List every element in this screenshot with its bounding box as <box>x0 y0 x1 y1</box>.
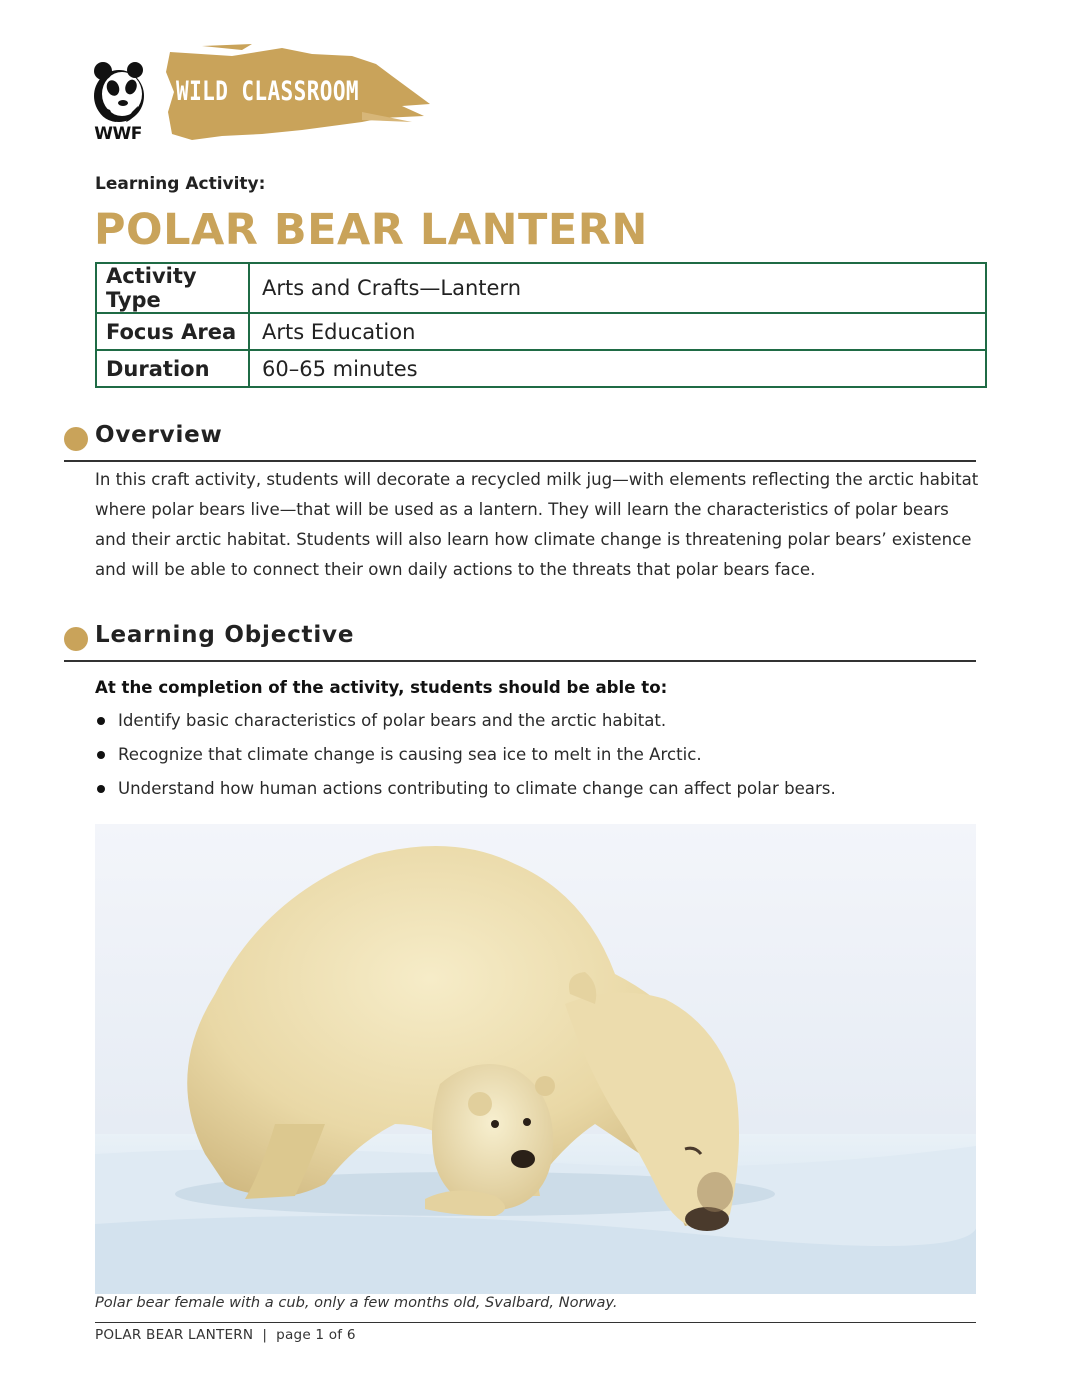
bullet-icon <box>97 717 105 725</box>
wild-classroom-banner <box>162 42 432 142</box>
activity-info-table <box>95 262 987 388</box>
brand-title: WILD CLASSROOM <box>176 76 359 107</box>
polar-bear-icon <box>95 824 976 1294</box>
learning-activity-label: Learning Activity: <box>95 174 266 194</box>
activity-type-value: Arts and Crafts—Lantern <box>249 263 986 313</box>
objective-list <box>95 706 836 808</box>
bullet-icon <box>97 751 105 759</box>
table-row <box>96 263 986 313</box>
table-row <box>96 313 986 350</box>
list-item-text: Identify basic characteristics of polar bears and the arctic habitat. <box>118 711 667 730</box>
focus-area-label: Focus Area <box>96 313 249 350</box>
list-item-text: Understand how human actions contributing to climate change can affect polar bears. <box>118 779 836 798</box>
list-item <box>95 740 836 774</box>
list-item <box>95 706 836 740</box>
wwf-logo <box>86 60 150 148</box>
bullet-icon <box>97 785 105 793</box>
duration-value: 60–65 minutes <box>249 350 986 387</box>
duration-label: Duration <box>96 350 249 387</box>
objective-section-header <box>64 620 976 662</box>
list-item <box>95 774 836 808</box>
section-bullet-icon <box>64 427 88 451</box>
page-title: POLAR BEAR LANTERN <box>94 205 648 255</box>
photo-caption: Polar bear female with a cub, only a few months old, Svalbard, Norway. <box>95 1294 618 1311</box>
activity-type-label: Activity Type <box>96 263 249 313</box>
page-footer: POLAR BEAR LANTERN | page 1 of 6 <box>95 1327 356 1343</box>
polar-bear-photo <box>95 824 976 1294</box>
overview-paragraph: In this craft activity, students will decorate a recycled milk jug—with elements reflecting the arctic habitat where polar bears live—that will be used as a lantern. They will learn the characteristics of polar bears and their arctic habitat. Students will also learn how climate change is threatening polar bears’ existence and will be able to connect their own daily actions to the threats that polar bears face. <box>95 470 979 579</box>
panda-icon <box>86 60 150 124</box>
objective-heading: Learning Objective <box>95 622 355 648</box>
objective-lead: At the completion of the activity, students should be able to: <box>95 678 668 697</box>
wwf-wordmark: WWF <box>94 124 142 144</box>
focus-area-value: Arts Education <box>249 313 986 350</box>
footer-divider <box>95 1322 976 1323</box>
overview-section-header <box>64 420 976 462</box>
section-bullet-icon <box>64 627 88 651</box>
overview-heading: Overview <box>95 422 223 448</box>
list-item-text: Recognize that climate change is causing sea ice to melt in the Arctic. <box>118 745 702 764</box>
table-row <box>96 350 986 387</box>
